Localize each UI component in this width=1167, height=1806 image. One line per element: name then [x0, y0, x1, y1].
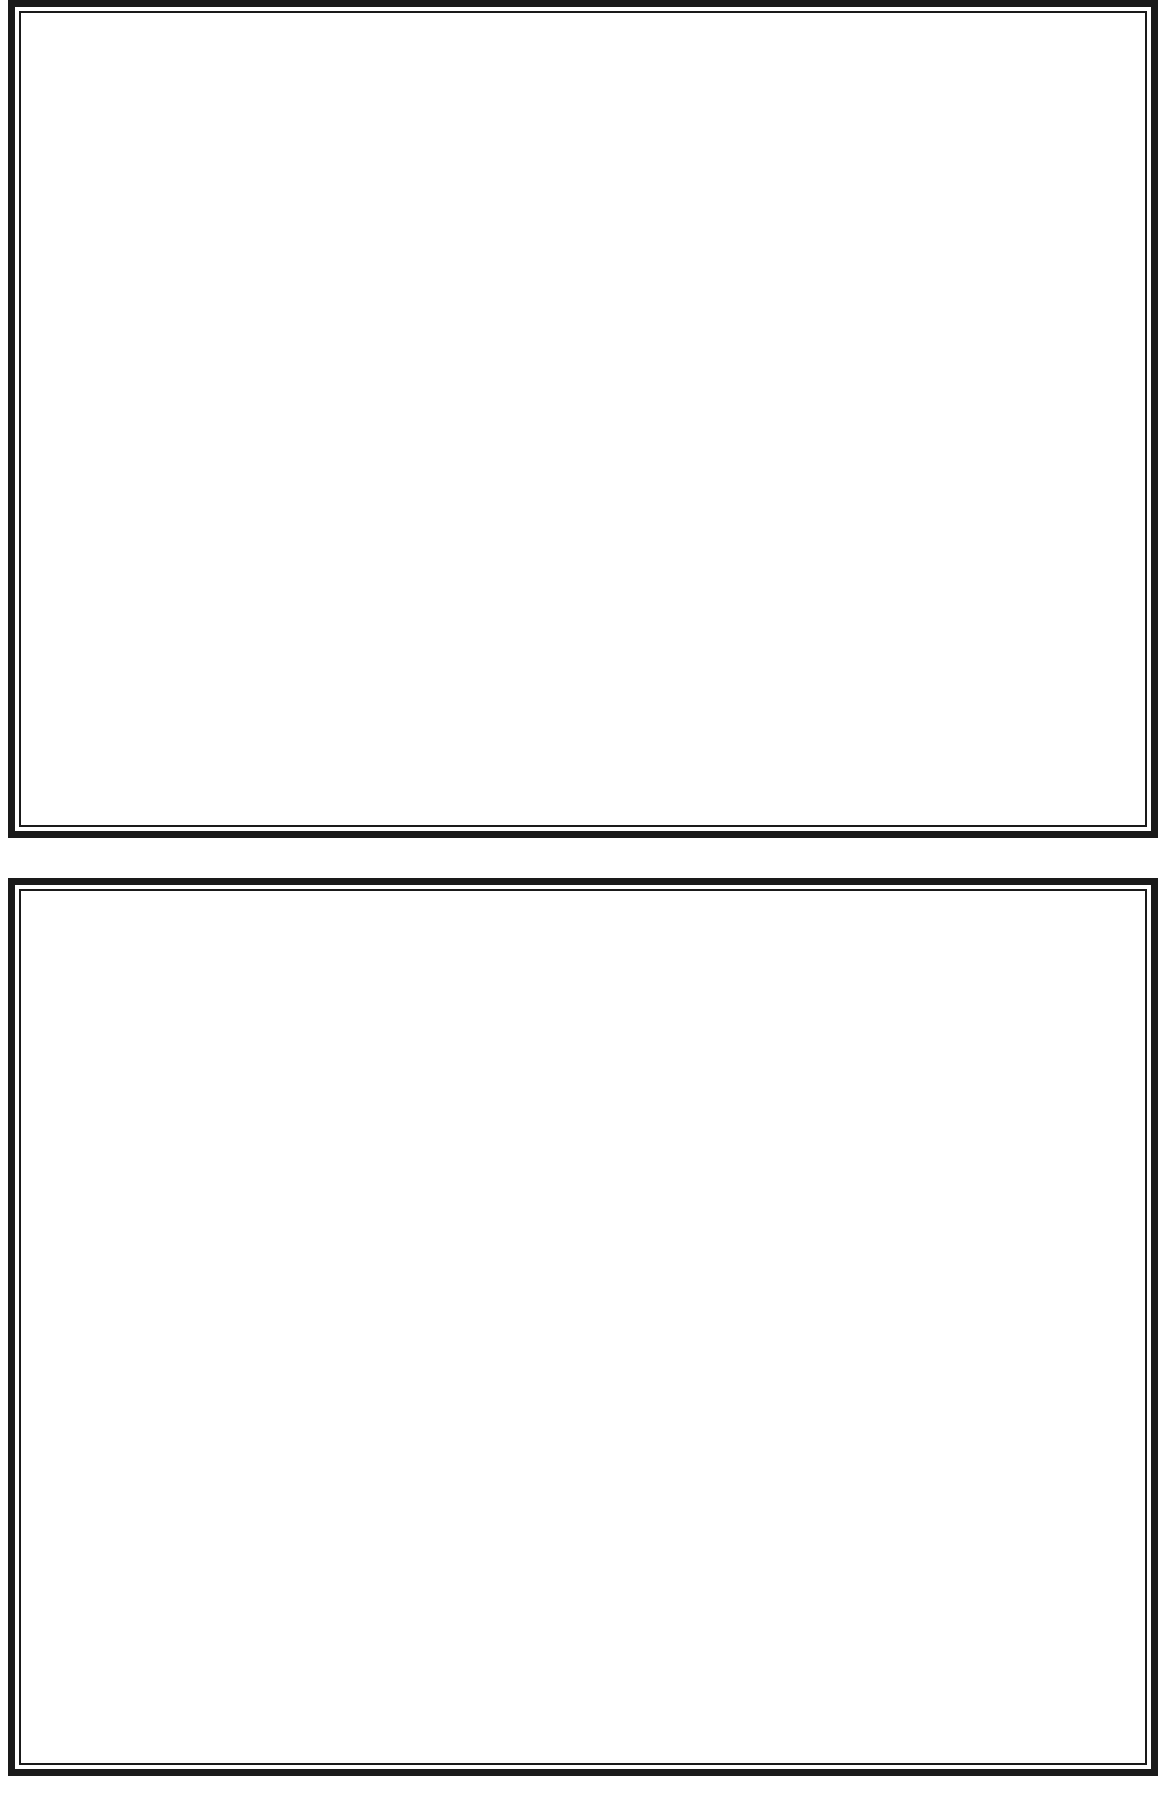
upper-page — [8, 0, 1158, 838]
lower-columns — [21, 891, 1145, 1763]
upper-columns — [21, 13, 1145, 825]
lower-page — [8, 878, 1158, 1776]
